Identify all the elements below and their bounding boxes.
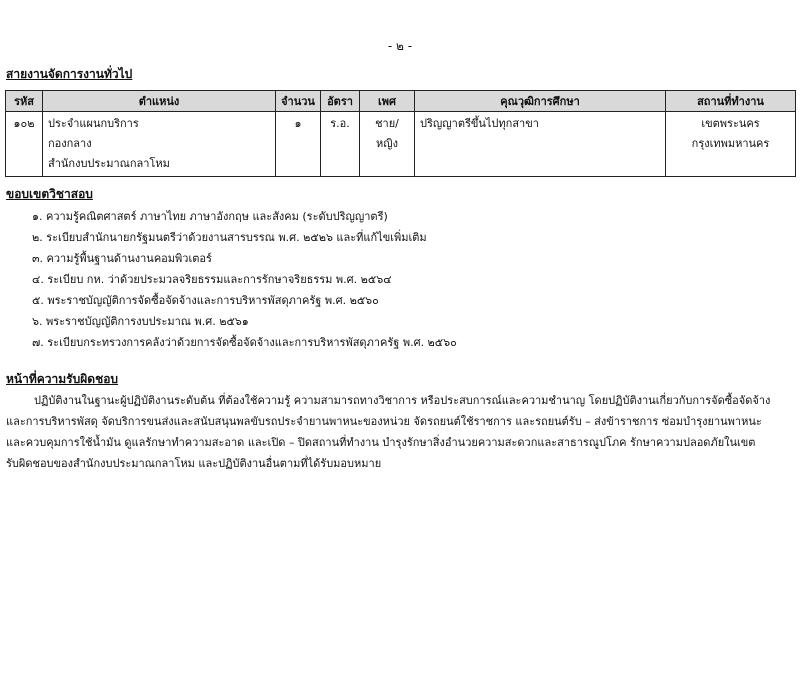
header-rate: อัตรา (321, 91, 360, 112)
cell-gender: ชาย/หญิง (360, 112, 415, 177)
position-line: สำนักงบประมาณกลาโหม (48, 157, 170, 170)
list-item: ๖. พระราชบัญญัติการงบประมาณ พ.ศ. ๒๕๖๑ (32, 315, 249, 328)
paragraph-line: และการบริหารพัสดุ จัดบริการขนส่งและสนับสนุนพลขับรถประจำยานพาหนะของหน่วย จัดรถยนต์ใช้ราชการ และรถยนต์รับ – ส่งข้าราชการ ซ่อมบำรุงยานพาหนะ (6, 415, 762, 428)
table-header-row (6, 91, 796, 112)
list-item: ๕. พระราชบัญญัติการจัดซื้อจัดจ้างและการบริหารพัสดุภาครัฐ พ.ศ. ๒๕๖๐ (32, 294, 379, 307)
cell-quantity: ๑ (276, 112, 321, 177)
list-item: ๓. ความรู้พื้นฐานด้านงานคอมพิวเตอร์ (32, 252, 212, 265)
workplace-line: เขตพระนคร (701, 117, 760, 130)
positions-table (5, 90, 796, 177)
header-qualification: คุณวุฒิการศึกษา (415, 91, 666, 112)
position-line: กองกลาง (48, 137, 92, 150)
responsibilities-paragraph (6, 390, 800, 474)
cell-rate: ร.อ. (321, 112, 360, 177)
paragraph-line: รับผิดชอบของสำนักงบประมาณกลาโหม และปฏิบัติงานอื่นตามที่ได้รับมอบหมาย (6, 457, 382, 470)
cell-qualification: ปริญญาตรีขึ้นไปทุกสาขา (415, 112, 666, 177)
header-position: ตำแหน่ง (43, 91, 276, 112)
header-workplace: สถานที่ทำงาน (666, 91, 796, 112)
exam-topic-list (32, 206, 457, 353)
paragraph-line: ปฏิบัติงานในฐานะผู้ปฏิบัติงานระดับต้น ที่ต้องใช้ความรู้ ความสามารถทางวิชาการ หรือประสบการณ์และความชำนาญ โดยปฏิบัติงานเกี่ยวกับการจัดซื้อจัดจ้าง (34, 394, 771, 407)
header-quantity: จำนวน (276, 91, 321, 112)
list-item: ๗. ระเบียบกระทรวงการคลังว่าด้วยการจัดซื้อจัดจ้างและการบริหารพัสดุภาครัฐ พ.ศ. ๒๕๖๐ (32, 336, 457, 349)
header-gender: เพศ (360, 91, 415, 112)
responsibilities-heading: หน้าที่ความรับผิดชอบ (6, 372, 119, 386)
workplace-line: กรุงเทพมหานคร (691, 137, 770, 150)
exam-scope-heading: ขอบเขตวิชาสอบ (6, 187, 93, 201)
paragraph-line: และควบคุมการใช้น้ำมัน ดูแลรักษาทำความสะอาด และเปิด – ปิดสถานที่ทำงาน บำรุงรักษาสิ่งอำนวยความสะดวกและสาธารณูปโภค รักษาความปลอดภัยในเขต (6, 436, 756, 449)
position-line: ประจำแผนกบริการ (48, 117, 139, 130)
list-item: ๒. ระเบียบสำนักนายกรัฐมนตรีว่าด้วยงานสารบรรณ พ.ศ. ๒๕๒๖ และที่แก้ไขเพิ่มเติม (32, 231, 427, 244)
cell-position (43, 112, 276, 177)
list-item: ๔. ระเบียบ กห. ว่าด้วยประมวลจริยธรรมและการรักษาจริยธรรม พ.ศ. ๒๕๖๔ (32, 273, 392, 286)
cell-workplace (666, 112, 796, 177)
cell-code: ๑๐๒ (6, 112, 43, 177)
page-number: - ๒ - (387, 39, 413, 53)
list-item: ๑. ความรู้คณิตศาสตร์ ภาษาไทย ภาษาอังกฤษ และสังคม (ระดับปริญญาตรี) (32, 210, 388, 223)
header-code: รหัส (6, 91, 43, 112)
section-title: สายงานจัดการงานทั่วไป (6, 67, 133, 81)
table-row (6, 112, 796, 177)
